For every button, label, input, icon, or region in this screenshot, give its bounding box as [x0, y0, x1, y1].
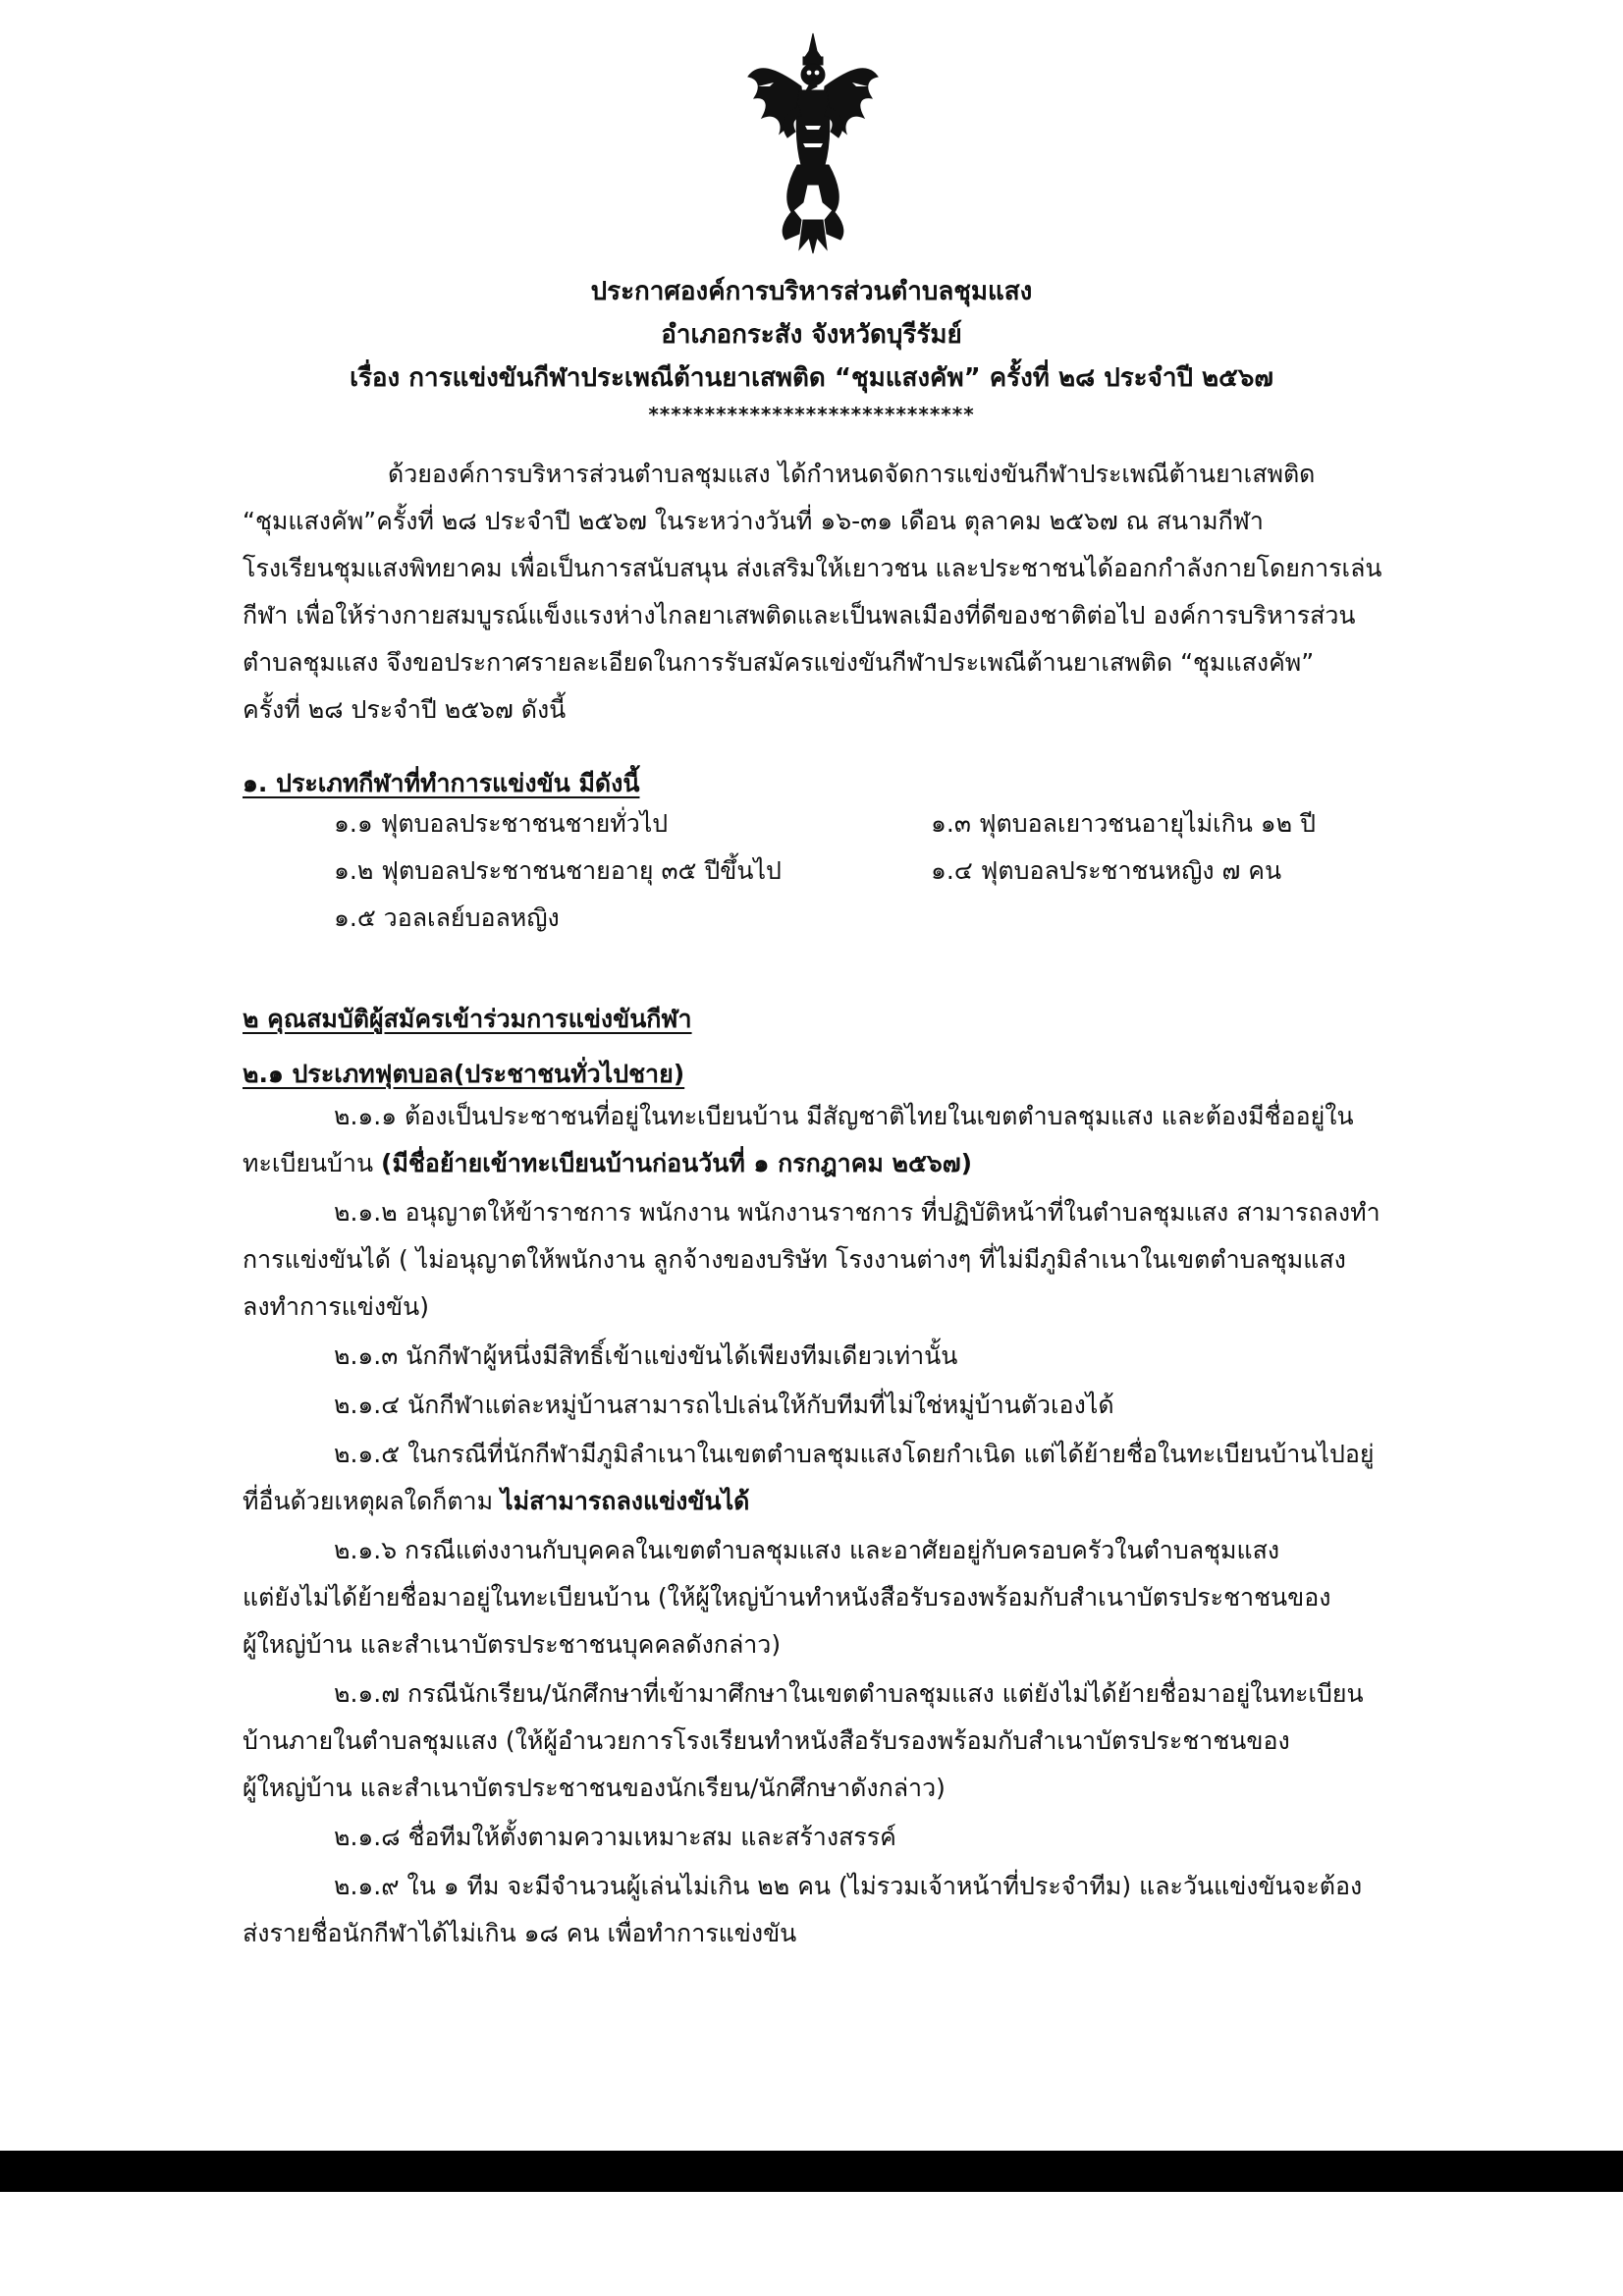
section2-subheading: ๒.๑ ประเภทฟุตบอล(ประชาชนทั่วไปชาย)	[243, 1060, 685, 1088]
clause-line: ๒.๑.๓ นักกีฬาผู้หนึ่งมีสิทธิ์เข้าแข่งขันได้เพียงทีมเดียวเท่านั้น	[334, 1341, 958, 1370]
clause-line: ผู้ใหญ่บ้าน และสำเนาบัตรประชาชนของนักเรียน/นักศึกษาดังกล่าว)	[243, 1774, 946, 1802]
clause-text: ที่อื่นด้วยเหตุผลใดก็ตาม	[243, 1487, 502, 1515]
sport-item: ๑.๑ ฟุตบอลประชาชนชายทั่วไป	[334, 809, 669, 838]
clause-line: ๒.๑.๙ ใน ๑ ทีม จะมีจำนวนผู้เล่นไม่เกิน ๒๒ คน (ไม่รวมเจ้าหน้าที่ประจำทีม) และวันแข่งขันจะต้อง	[334, 1872, 1363, 1900]
district-line: อำเภอกระสัง จังหวัดบุรีรัมย์	[661, 320, 962, 350]
sport-item: ๑.๓ ฟุตบอลเยาวชนอายุไม่เกิน ๑๒ ปี	[931, 809, 1316, 838]
separator-stars: *****************************	[648, 403, 975, 426]
garuda-emblem-icon	[744, 27, 882, 255]
intro-line: ครั้งที่ ๒๘ ประจำปี ๒๕๖๗ ดังนี้	[243, 695, 567, 724]
section2-heading: ๒ คุณสมบัติผู้สมัครเข้าร่วมการแข่งขันกีฬา	[243, 1005, 692, 1033]
clause-line: ส่งรายชื่อนักกีฬาได้ไม่เกิน ๑๘ คน เพื่อทำการแข่งขัน	[243, 1919, 797, 1947]
intro-line: “ชุมแสงคัพ”ครั้งที่ ๒๘ ประจำปี ๒๕๖๗ ในระหว่างวันที่ ๑๖-๓๑ เดือน ตุลาคม ๒๕๖๗ ณ สนามกีฬา	[243, 507, 1264, 535]
clause-line: ๒.๑.๒ อนุญาตให้ข้าราชการ พนักงาน พนักงานราชการ ที่ปฏิบัติหน้าที่ในตำบลชุมแสง สามารถลงทำ	[334, 1198, 1380, 1227]
clause-line: ๒.๑.๘ ชื่อทีมให้ตั้งตามความเหมาะสม และสร้างสรรค์	[334, 1823, 896, 1851]
sport-item: ๑.๒ ฟุตบอลประชาชนชายอายุ ๓๕ ปีขึ้นไป	[334, 856, 782, 885]
clause-line: แต่ยังไม่ได้ย้ายชื่อมาอยู่ในทะเบียนบ้าน (ให้ผู้ใหญ่บ้านทำหนังสือรับรองพร้อมกับสำเนาบัตรประชาชนของ	[243, 1583, 1331, 1612]
clause-text: ทะเบียนบ้าน	[243, 1149, 382, 1177]
subject-line: เรื่อง การแข่งขันกีฬาประเพณีต้านยาเสพติด “ชุมแสงคัพ” ครั้งที่ ๒๘ ประจำปี ๒๕๖๗	[350, 363, 1273, 393]
clause-line: ผู้ใหญ่บ้าน และสำเนาบัตรประชาชนบุคคลดังกล่าว)	[243, 1630, 782, 1659]
clause-line: ๒.๑.๑ ต้องเป็นประชาชนที่อยู่ในทะเบียนบ้าน มีสัญชาติไทยในเขตตำบลชุมแสง และต้องมีชื่ออยู่ใน	[334, 1102, 1354, 1130]
clause-line: ๒.๑.๕ ในกรณีที่นักกีฬามีภูมิลำเนาในเขตตำบลชุมแสงโดยกำเนิด แต่ได้ย้ายชื่อในทะเบียนบ้านไปอยู่	[334, 1440, 1375, 1468]
clause-line: บ้านภายในตำบลชุมแสง (ให้ผู้อำนวยการโรงเรียนทำหนังสือรับรองพร้อมกับสำเนาบัตรประชาชนของ	[243, 1726, 1290, 1755]
section1-heading: ๑. ประเภทกีฬาที่ทำการแข่งขัน มีดังนี้	[243, 769, 640, 797]
org-title: ประกาศองค์การบริหารส่วนตำบลชุมแสง	[590, 277, 1033, 306]
clause-line: การแข่งขันได้ ( ไม่อนุญาตให้พนักงาน ลูกจ้างของบริษัท โรงงานต่างๆ ที่ไม่มีภูมิลำเนาในเขตตำบลชุมแสง	[243, 1245, 1346, 1274]
intro-line: ด้วยองค์การบริหารส่วนตำบลชุมแสง ได้กำหนดจัดการแข่งขันกีฬาประเพณีต้านยาเสพติด	[388, 460, 1316, 488]
sport-item: ๑.๕ วอลเลย์บอลหญิง	[334, 903, 560, 932]
intro-line: ตำบลชุมแสง จึงขอประกาศรายละเอียดในการรับสมัครแข่งขันกีฬาประเพณีต้านยาเสพติด “ชุมแสงคัพ”	[243, 648, 1315, 677]
clause-line	[243, 1151, 972, 1175]
clause-line: ๒.๑.๔ นักกีฬาแต่ละหมู่บ้านสามารถไปเล่นให้กับทีมที่ไม่ใช่หมู่บ้านตัวเองได้	[334, 1391, 1114, 1419]
intro-line: กีฬา เพื่อให้ร่างกายสมบูรณ์แข็งแรงห่างไกลยาเสพติดและเป็นพลเมืองที่ดีของชาติต่อไป องค์การบริหารส่วน	[243, 601, 1356, 629]
intro-line: โรงเรียนชุมแสงพิทยาคม เพื่อเป็นการสนับสนุน ส่งเสริมให้เยาวชน และประชาชนได้ออกกำลังกายโดยการเล่น	[243, 554, 1382, 582]
clause-line: ๒.๑.๖ กรณีแต่งงานกับบุคคลในเขตตำบลชุมแสง และอาศัยอยู่กับครอบครัวในตำบลชุมแสง	[334, 1536, 1280, 1564]
clause-line: ลงทำการแข่งขัน)	[243, 1292, 429, 1321]
clause-emphasis: ไม่สามารถลงแข่งขันได้	[501, 1487, 750, 1515]
clause-emphasis: (มีชื่อย้ายเข้าทะเบียนบ้านก่อนวันที่ ๑ กรกฎาคม ๒๕๖๗)	[381, 1149, 973, 1177]
clause-line: ๒.๑.๗ กรณีนักเรียน/นักศึกษาที่เข้ามาศึกษาในเขตตำบลชุมแสง แต่ยังไม่ได้ย้ายชื่อมาอยู่ในทะเบียน	[334, 1679, 1364, 1708]
clause-line	[243, 1489, 749, 1513]
sport-item: ๑.๔ ฟุตบอลประชาชนหญิง ๗ คน	[931, 856, 1282, 885]
scan-edge-bar	[0, 2151, 1623, 2192]
